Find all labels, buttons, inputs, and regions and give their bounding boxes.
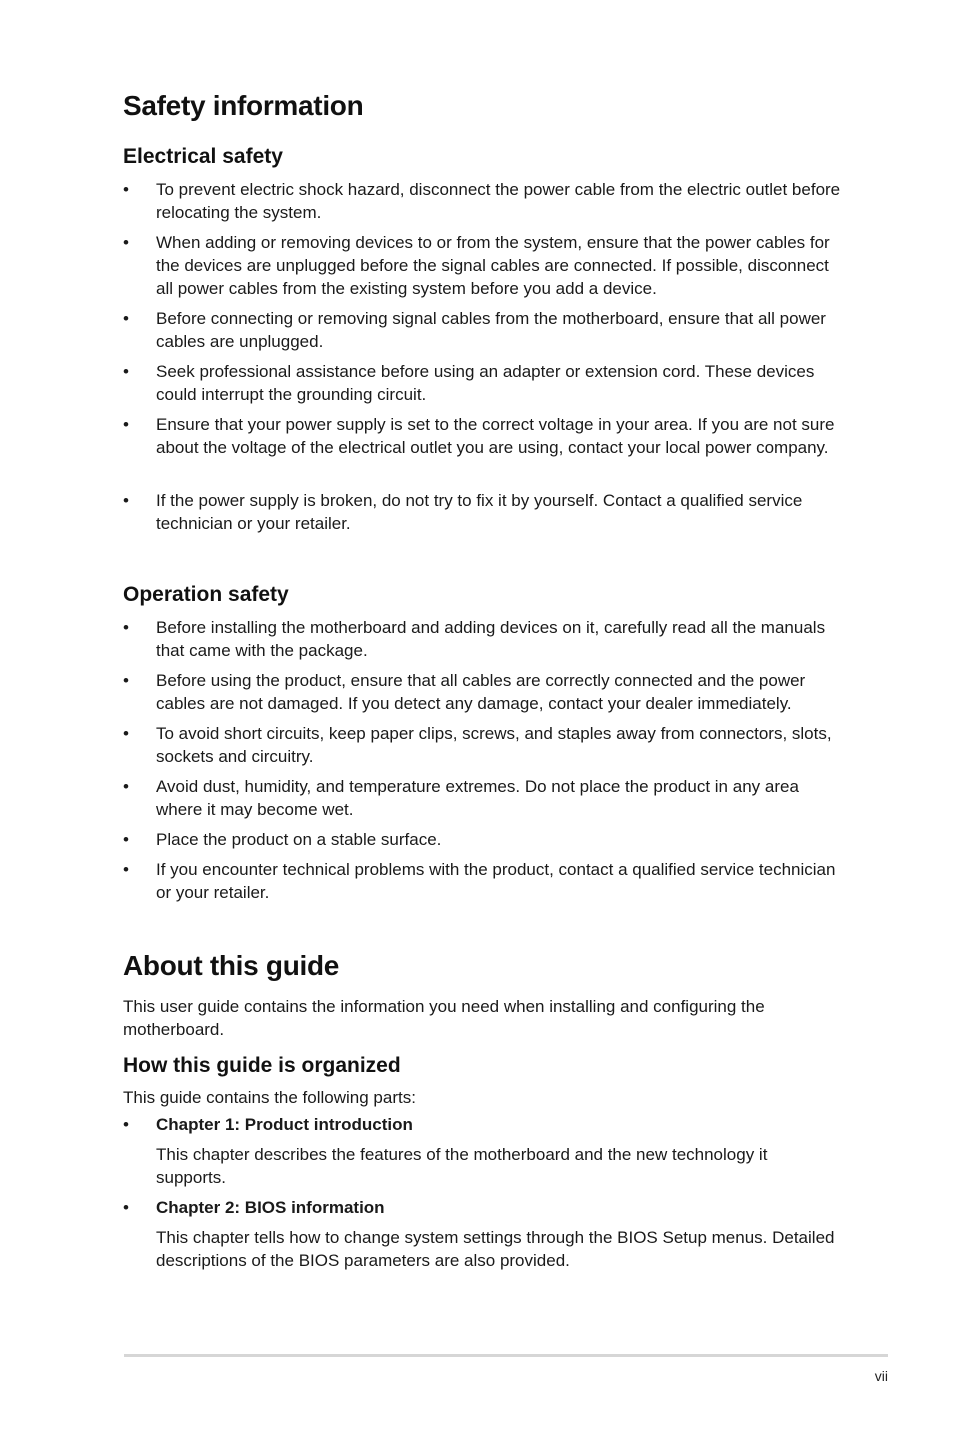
bullet-icon: • xyxy=(123,362,129,381)
bullet-icon: • xyxy=(123,233,129,252)
list-item-text: When adding or removing devices to or from the system, ensure that the power cables for the devices are unplugged before the signal cables are connected. If possible, disconnect all power cables from the existing system before you add a device. xyxy=(156,233,830,298)
chapter-desc-text: This chapter describes the features of the motherboard and the new technology it supports. xyxy=(156,1145,768,1187)
list-item-text: To avoid short circuits, keep paper clips, screws, and staples away from connectors, slots, sockets and circuitry. xyxy=(156,724,832,766)
list-item-text: If the power supply is broken, do not try to fix it by yourself. Contact a qualified service technician or your retailer. xyxy=(156,491,803,533)
bullet-icon: • xyxy=(123,1198,129,1217)
bullet-icon: • xyxy=(123,415,129,434)
bullet-icon: • xyxy=(123,777,129,796)
list-item-text: Avoid dust, humidity, and temperature extremes. Do not place the product in any area where it may become wet. xyxy=(156,777,799,819)
page-number: vii xyxy=(874,1368,888,1384)
bullet-icon: • xyxy=(123,830,129,849)
bullet-icon: • xyxy=(123,671,129,690)
operation-safety-heading: Operation safety xyxy=(123,583,289,606)
how-organized-heading: How this guide is organized xyxy=(123,1054,401,1077)
chapter-title: Chapter 1: Product introduction xyxy=(156,1115,413,1134)
list-item-text: Before using the product, ensure that all cables are correctly connected and the power cables are not damaged. If you detect any damage, contact your dealer immediately. xyxy=(156,671,806,713)
bullet-icon: • xyxy=(123,724,129,743)
bullet-icon: • xyxy=(123,618,129,637)
footer-divider xyxy=(124,1354,888,1357)
chapter-desc-text: This chapter tells how to change system settings through the BIOS Setup menus. Detailed descriptions of the BIOS parameters are also provided. xyxy=(156,1228,835,1270)
guide-lead: This guide contains the following parts: xyxy=(123,1088,416,1107)
electrical-safety-heading: Electrical safety xyxy=(123,145,283,168)
about-guide-title: About this guide xyxy=(123,950,340,981)
list-item-text: Ensure that your power supply is set to the correct voltage in your area. If you are not sure about the voltage of the electrical outlet you are using, contact your local power company. xyxy=(156,415,835,457)
bullet-icon: • xyxy=(123,860,129,879)
list-item-text: To prevent electric shock hazard, disconnect the power cable from the electric outlet before relocating the system. xyxy=(156,180,841,222)
bullet-icon: • xyxy=(123,180,129,199)
list-item-text: Place the product on a stable surface. xyxy=(156,830,442,849)
chapter-title: Chapter 2: BIOS information xyxy=(156,1198,385,1217)
bullet-icon: • xyxy=(123,491,129,510)
bullet-icon: • xyxy=(123,1115,129,1134)
list-item-text: If you encounter technical problems with the product, contact a qualified service technician or your retailer. xyxy=(156,860,836,902)
list-item-text: Seek professional assistance before using an adapter or extension cord. These devices could interrupt the grounding circuit. xyxy=(156,362,815,404)
list-item-text: Before installing the motherboard and adding devices on it, carefully read all the manuals that came with the package. xyxy=(156,618,826,660)
list-item-text: Before connecting or removing signal cables from the motherboard, ensure that all power cables are unplugged. xyxy=(156,309,826,351)
bullet-icon: • xyxy=(123,309,129,328)
safety-title: Safety information xyxy=(123,90,364,121)
guide-intro: This user guide contains the information you need when installing and configuring the motherboard. xyxy=(123,997,765,1039)
